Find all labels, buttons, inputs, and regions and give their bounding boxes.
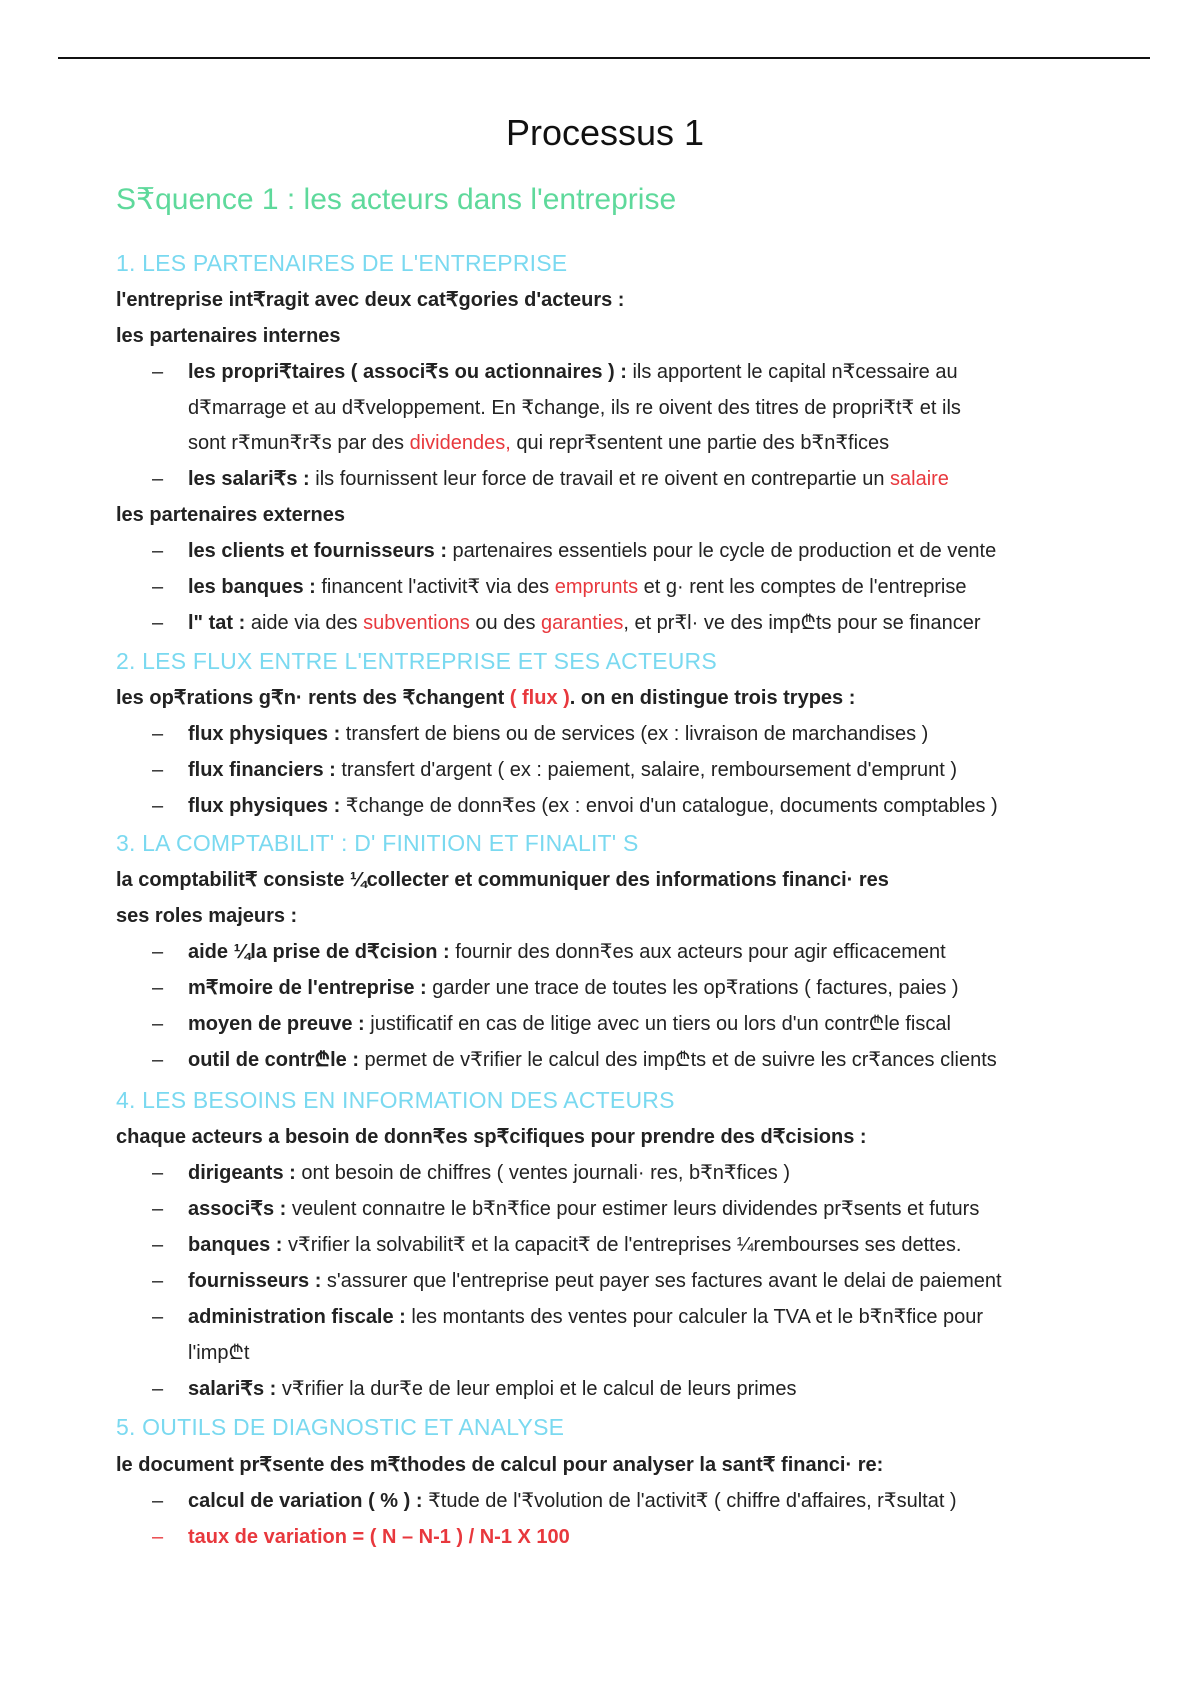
s2-intro: les op₹rations g₹n· rents des ₹changent ( flux ). on en distingue trois trypes : bbox=[116, 687, 856, 709]
s1-intro: l'entreprise int₹ragit avec deux cat₹gories d'acteurs : bbox=[116, 289, 625, 311]
list-item: – moyen de preuve : justificatif en cas de litige avec un tiers ou lors d'un contr₾le fiscal bbox=[152, 1013, 951, 1035]
list-item: – les clients et fournisseurs : partenaires essentiels pour le cycle de production et de vente bbox=[152, 540, 997, 562]
s1-internal-label: les partenaires internes bbox=[116, 325, 341, 347]
list-item: – les banques : financent l'activit₹ via des emprunts et g· rent les comptes de l'entreprise bbox=[152, 576, 967, 598]
section-heading-2: 2. LES FLUX ENTRE L'ENTREPRISE ET SES ACTEURS bbox=[116, 648, 717, 674]
section-heading-1: 1. LES PARTENAIRES DE L'ENTREPRISE bbox=[116, 250, 568, 276]
page-title: Processus 1 bbox=[505, 112, 705, 153]
list-item: – m₹moire de l'entreprise : garder une trace de toutes les op₹rations ( factures, paies ) bbox=[152, 977, 959, 999]
list-item: – calcul de variation ( % ) : ₹tude de l'₹volution de l'activit₹ ( chiffre d'affaires, r₹sultat ) bbox=[152, 1490, 957, 1512]
list-item: – aide ¼la prise de d₹cision : fournir des donn₹es aux acteurs pour agir efficacement bbox=[152, 941, 946, 963]
s1-external-label: les partenaires externes bbox=[116, 504, 346, 526]
bullet-dash: – bbox=[152, 361, 164, 383]
list-item-continuation: l'imp₾t bbox=[188, 1342, 250, 1364]
sequence-title: S₹quence 1 : les acteurs dans l'entreprise bbox=[116, 183, 677, 216]
list-item-continuation: sont r₹mun₹r₹s par des dividendes, qui repr₹sentent une partie des b₹n₹fices bbox=[188, 432, 890, 454]
list-item: – flux physiques : ₹change de donn₹es (ex : envoi d'un catalogue, documents comptables ) bbox=[152, 795, 998, 817]
s3-roles-label: ses roles majeurs : bbox=[116, 905, 298, 927]
s5-intro: le document pr₹sente des m₹thodes de calcul pour analyser la sant₹ financi· re: bbox=[116, 1454, 884, 1476]
list-item: – les propri₹taires ( associ₹s ou actionnaires ) : ils apportent le capital n₹cessaire au bbox=[152, 361, 958, 383]
section-heading-5: 5. OUTILS DE DIAGNOSTIC ET ANALYSE bbox=[116, 1414, 565, 1440]
list-item: – dirigeants : ont besoin de chiffres ( ventes journali· res, b₹n₹fices ) bbox=[152, 1162, 790, 1184]
list-item: – salari₹s : v₹rifier la dur₹e de leur emploi et le calcul de leurs primes bbox=[152, 1378, 797, 1400]
formula-item: – taux de variation = ( N – N-1 ) / N-1 X 100 bbox=[152, 1526, 570, 1548]
list-item: – flux financiers : transfert d'argent ( ex : paiement, salaire, remboursement d'emprunt ) bbox=[152, 759, 958, 781]
list-item: – l" tat : aide via des subventions ou des garanties, et pr₹l· ve des imp₾ts pour se financer bbox=[152, 612, 981, 634]
list-item: – fournisseurs : s'assurer que l'entreprise peut payer ses factures avant le delai de paiement bbox=[152, 1270, 1002, 1292]
list-item: – administration fiscale : les montants des ventes pour calculer la TVA et le b₹n₹fice pour bbox=[152, 1306, 984, 1328]
list-item: – outil de contr₾le : permet de v₹rifier le calcul des imp₾ts et de suivre les cr₹ances clients bbox=[152, 1049, 997, 1071]
section-heading-4: 4. LES BESOINS EN INFORMATION DES ACTEURS bbox=[116, 1087, 675, 1113]
top-rule bbox=[58, 57, 1150, 59]
section-heading-3: 3. LA COMPTABILIT' : D' FINITION ET FINALIT' S bbox=[116, 830, 639, 856]
s3-intro: la comptabilit₹ consiste ¼collecter et communiquer des informations financi· res bbox=[116, 869, 889, 891]
list-item: – flux physiques : transfert de biens ou de services (ex : livraison de marchandises ) bbox=[152, 723, 929, 745]
list-item-continuation: d₹marrage et au d₹veloppement. En ₹change, ils re oivent des titres de propri₹t₹ et ils bbox=[188, 397, 961, 419]
list-item: – les salari₹s : ils fournissent leur force de travail et re oivent en contrepartie un salaire bbox=[152, 468, 949, 490]
s4-intro: chaque acteurs a besoin de donn₹es sp₹cifiques pour prendre des d₹cisions : bbox=[116, 1126, 867, 1148]
list-item: – associ₹s : veulent connaıtre le b₹n₹fice pour estimer leurs dividendes pr₹sents et futurs bbox=[152, 1198, 980, 1220]
list-item: – banques : v₹rifier la solvabilit₹ et la capacit₹ de l'entreprises ¼rembourses ses dettes. bbox=[152, 1234, 962, 1256]
